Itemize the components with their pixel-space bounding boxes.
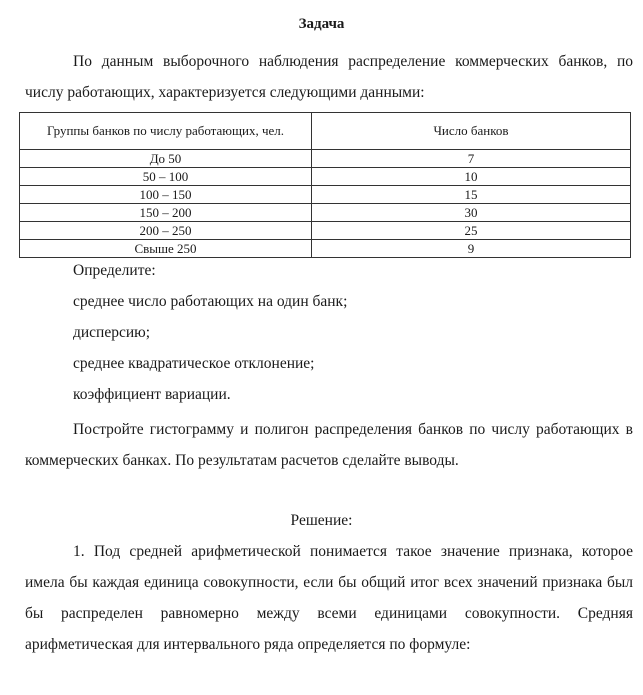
task-title: Задача: [298, 16, 345, 32]
banks-table: [19, 112, 631, 258]
determine-item-std: среднее квадратическое отклонение;: [73, 355, 315, 372]
table-cell-group: 150 – 200: [20, 204, 312, 222]
table-row: [20, 150, 631, 168]
table-cell-count: 25: [312, 222, 631, 240]
table-cell-group: До 50: [20, 150, 312, 168]
build-paragraph: Постройте гистограмму и полигон распределения банков по числу работающих в коммерческих банках. По результатам расчетов сделайте выводы.: [25, 421, 633, 469]
table-header-groups: Группы банков по числу работающих, чел.: [20, 113, 312, 150]
table-cell-group: 50 – 100: [20, 168, 312, 186]
table-cell-count: 9: [312, 240, 631, 258]
table-cell-group: Свыше 250: [20, 240, 312, 258]
table-row: [20, 186, 631, 204]
determine-item-variance: дисперсию;: [73, 324, 151, 341]
table-cell-group: 100 – 150: [20, 186, 312, 204]
table-header-row: [20, 113, 631, 150]
intro-paragraph: По данным выборочного наблюдения распределение коммерческих банков, по числу работающих, характеризуется следующими данными:: [25, 53, 633, 101]
solution-paragraph: 1. Под средней арифметической понимается такое значение признака, которое имела бы каждая единица совокупности, если бы общий итог всех значений признака был бы распределен равномерно между всеми единицами совокупности. Средняя арифметическая для интервального ряда определяется по формуле:: [25, 543, 633, 653]
table-row: [20, 222, 631, 240]
table-row: [20, 204, 631, 222]
solution-title: Решение:: [290, 512, 353, 529]
table-header-count: Число банков: [312, 113, 631, 150]
table-cell-count: 15: [312, 186, 631, 204]
determine-label: Определите:: [73, 262, 156, 279]
table-row: [20, 168, 631, 186]
table-cell-group: 200 – 250: [20, 222, 312, 240]
table-cell-count: 30: [312, 204, 631, 222]
determine-item-mean: среднее число работающих на один банк;: [73, 293, 348, 310]
determine-item-cv: коэффициент вариации.: [73, 386, 231, 403]
table-cell-count: 10: [312, 168, 631, 186]
table-cell-count: 7: [312, 150, 631, 168]
